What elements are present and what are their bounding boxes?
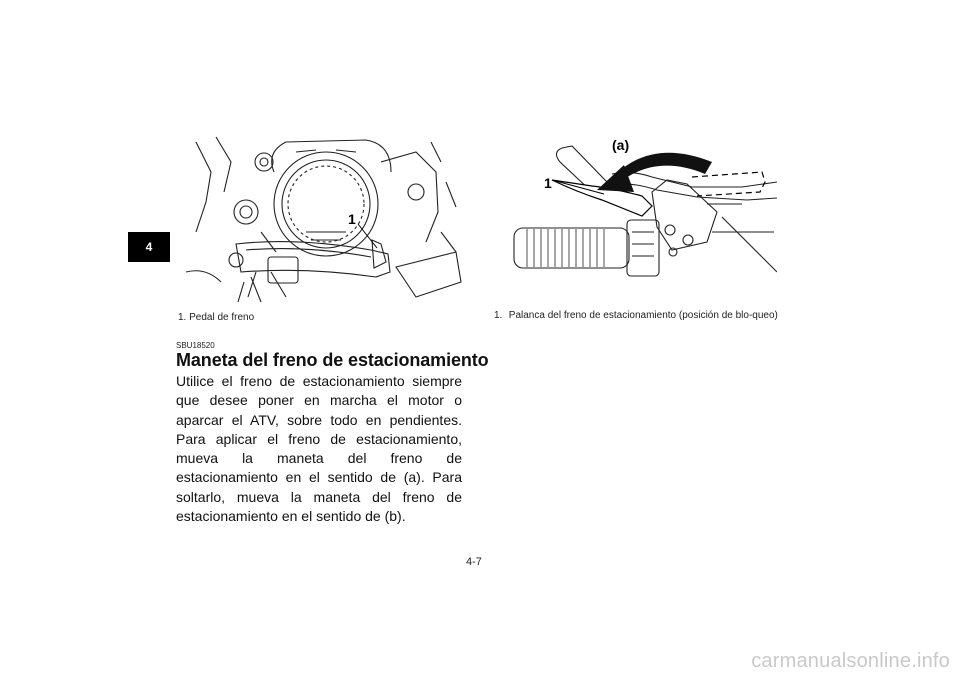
parking-brake-illustration	[492, 132, 777, 304]
left-figure-caption	[178, 312, 254, 323]
page-number: 4-7	[466, 556, 482, 568]
right-callout-number: 1	[544, 175, 552, 191]
chapter-tab-label: 4	[145, 240, 153, 254]
engine-drawing	[176, 132, 463, 304]
arrow-direction-label: (a)	[612, 137, 630, 153]
left-caption-number: 1.	[178, 312, 187, 323]
section-code: SBU18520	[176, 341, 215, 350]
right-caption-number: 1.	[494, 310, 503, 321]
section-body: Utilice el freno de estacionamiento siempre que desee poner en marcha el motor o aparcar el ATV, sobre todo en pendientes. Para aplicar el freno de estacionamiento, mueva la maneta del freno de estacionamiento en el sentido de (a). Para soltarlo, mueva la maneta del freno de estacionamiento en el sentido de (b).	[176, 373, 462, 525]
footer-watermark: carmanualsonline.info	[751, 650, 950, 672]
brake-pedal-illustration	[176, 132, 463, 304]
left-callout-number: 1	[348, 211, 356, 227]
right-figure-caption	[494, 310, 784, 322]
left-caption-text: Pedal de freno	[189, 312, 255, 323]
right-caption-text: Palanca del freno de estacionamiento (posición de blo-queo)	[508, 310, 778, 321]
handlebar-drawing	[492, 132, 777, 304]
chapter-tab	[128, 232, 170, 262]
section-title: Maneta del freno de estacionamiento	[176, 350, 489, 370]
